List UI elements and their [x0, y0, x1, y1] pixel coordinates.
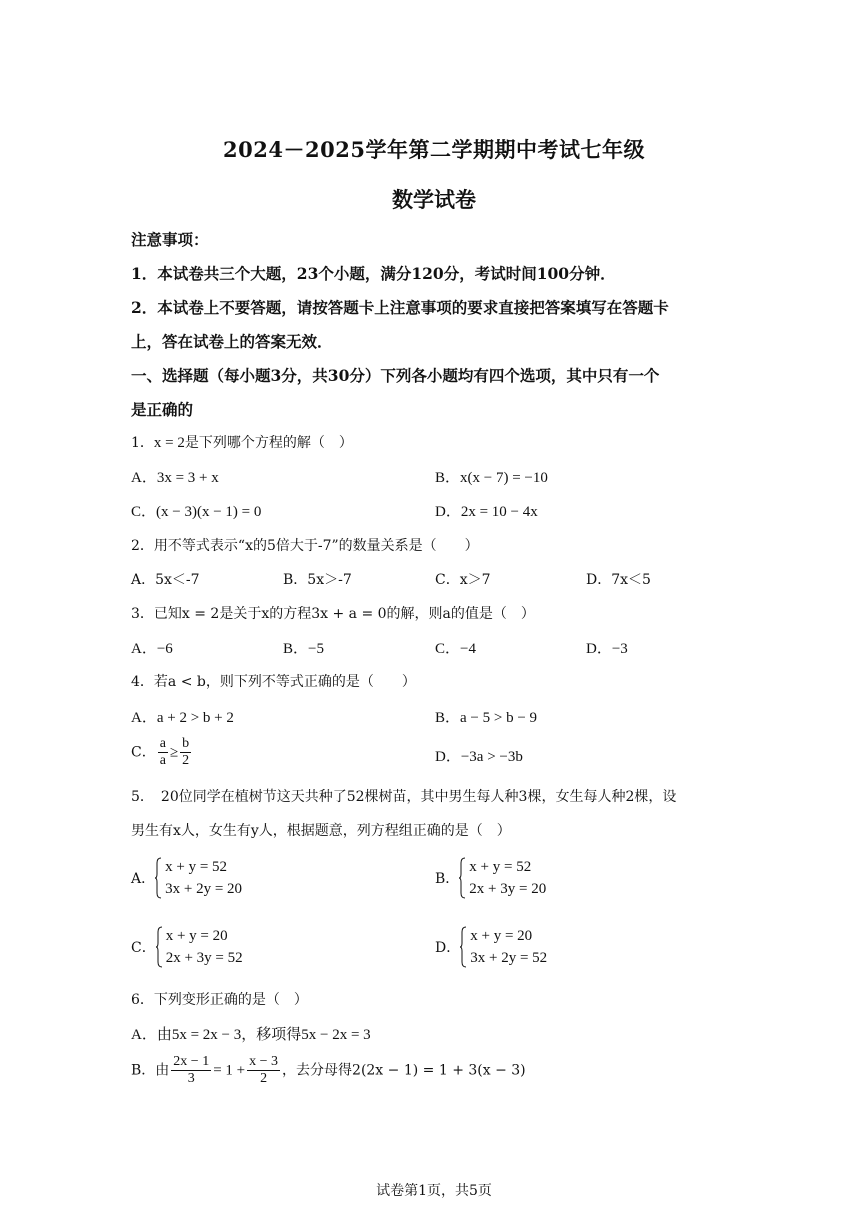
equation-system — [156, 925, 243, 969]
question-6: 6．下列变形正确的是（ ） — [131, 992, 308, 1008]
question-6-option-b — [131, 1054, 526, 1087]
equation-system — [459, 856, 546, 900]
equation-system — [155, 856, 242, 900]
fraction-denominator: 2 — [260, 1071, 268, 1086]
question-4-option-c-label: C． — [131, 744, 156, 761]
notes-item-1: 1．本试卷共三个大题，23个小题，满分120分，考试时间100分钟． — [131, 264, 616, 283]
fraction-b-over-2 — [180, 736, 191, 769]
section-1-heading-line-2: 是正确的 — [131, 400, 194, 419]
fraction-numerator: b — [182, 736, 190, 751]
question-1-math: x = 2 — [153, 435, 185, 451]
option-label: D． — [435, 940, 461, 956]
left-brace-icon — [460, 926, 467, 968]
left-brace-icon — [156, 926, 163, 968]
question-3-option-a: A．−6 — [131, 641, 173, 657]
fraction-numerator: a — [159, 736, 166, 751]
equation-2: 3x + 2y = 20 — [165, 881, 243, 897]
fraction-denominator: 3 — [187, 1071, 195, 1086]
page-subtitle: 数学试卷 — [392, 187, 476, 212]
option-label: B．由 — [131, 1062, 170, 1079]
question-1-option-d: D．2x = 10 − 4x — [435, 504, 538, 520]
notes-item-2-line-1: 2．本试卷上不要答题，请按答题卡上注意事项的要求直接把答案填写在答题卡 — [131, 298, 669, 317]
section-1-heading-line-1: 一、选择题（每小题3分，共30分）下列各小题均有四个选项，其中只有一个 — [131, 366, 660, 385]
relation-symbol: ≥ — [169, 744, 179, 761]
fraction-x-minus-3-over-2 — [247, 1054, 280, 1087]
question-5-option-b — [435, 856, 546, 900]
option-label: B． — [435, 871, 460, 887]
fraction-a-over-a — [158, 736, 168, 769]
question-4-option-d: D．−3a > −3b — [435, 749, 523, 765]
option-label: A． — [131, 871, 156, 887]
question-1-number: 1． — [131, 435, 154, 451]
question-5-option-c — [131, 925, 243, 969]
equation-1: x + y = 20 — [470, 928, 533, 944]
question-4: 4．若a < b，则下列不等式正确的是（ ） — [131, 674, 416, 690]
fraction-denominator: 2 — [182, 753, 190, 768]
fraction-numerator: 2x − 1 — [173, 1054, 210, 1069]
page-footer: 试卷第1页，共5页 — [376, 1183, 492, 1199]
option-label: C． — [131, 940, 156, 956]
notes-item-2-line-2: 上，答在试卷上的答案无效． — [131, 332, 333, 351]
equation-1: x + y = 52 — [469, 859, 532, 875]
question-4-option-b: B．a − 5 > b − 9 — [435, 710, 538, 726]
question-5-line-1: 5． 20位同学在植树节这天共种了52棵树苗，其中男生每人种3棵，女生每人种2棵，设 — [131, 789, 677, 805]
fraction-2x-minus-1-over-3 — [171, 1054, 211, 1087]
equation-2: 2x + 3y = 52 — [165, 950, 243, 966]
equation-2: 2x + 3y = 20 — [469, 881, 547, 897]
question-3: 3．已知x = 2是关于x的方程3x + a = 0的解，则a的值是（ ） — [131, 606, 535, 622]
question-1-text: 是下列哪个方程的解（ ） — [184, 435, 353, 451]
question-1-option-c: C．(x − 3)(x − 1) = 0 — [131, 504, 262, 520]
question-5-line-2: 男生有x人，女生有y人，根据题意，列方程组正确的是（ ） — [131, 823, 511, 839]
option-b-rest: ，去分母得2(2x − 1) = 1 + 3(x − 3) — [282, 1062, 526, 1079]
question-2-option-a: A．5x＜-7 — [131, 572, 200, 588]
fraction-numerator: x − 3 — [249, 1054, 279, 1069]
equation-1: x + y = 20 — [165, 928, 228, 944]
question-4-option-a: A．a + 2 > b + 2 — [131, 710, 234, 726]
question-5-option-a — [131, 856, 242, 900]
question-2: 2．用不等式表示“x的5倍大于-7”的数量关系是（ ） — [131, 538, 479, 554]
equation-middle: = 1 + — [213, 1062, 246, 1079]
question-1 — [131, 432, 353, 452]
equation-2: 3x + 2y = 52 — [470, 950, 548, 966]
page-title: 2024－2025学年第二学期期中考试七年级 — [223, 137, 645, 162]
question-6-option-a: A．由5x = 2x − 3，移项得5x − 2x = 3 — [131, 1027, 371, 1043]
question-2-option-b: B．5x＞-7 — [283, 572, 352, 588]
question-2-option-d: D．7x＜5 — [586, 572, 651, 588]
question-3-option-d: D．−3 — [586, 641, 628, 657]
left-brace-icon — [459, 857, 466, 899]
question-4-option-c — [131, 736, 193, 769]
question-1-option-b: B．x(x − 7) = −10 — [435, 470, 548, 486]
question-2-option-c: C．x＞7 — [435, 572, 491, 588]
question-5-option-d — [435, 925, 547, 969]
equation-1: x + y = 52 — [165, 859, 228, 875]
notes-heading: 注意事项： — [131, 230, 209, 249]
question-3-option-b: B．−5 — [283, 641, 324, 657]
question-3-option-c: C．−4 — [435, 641, 476, 657]
question-1-option-a: A．3x = 3 + x — [131, 470, 219, 486]
equation-system — [460, 925, 547, 969]
fraction-denominator: a — [159, 753, 166, 768]
left-brace-icon — [155, 857, 162, 899]
